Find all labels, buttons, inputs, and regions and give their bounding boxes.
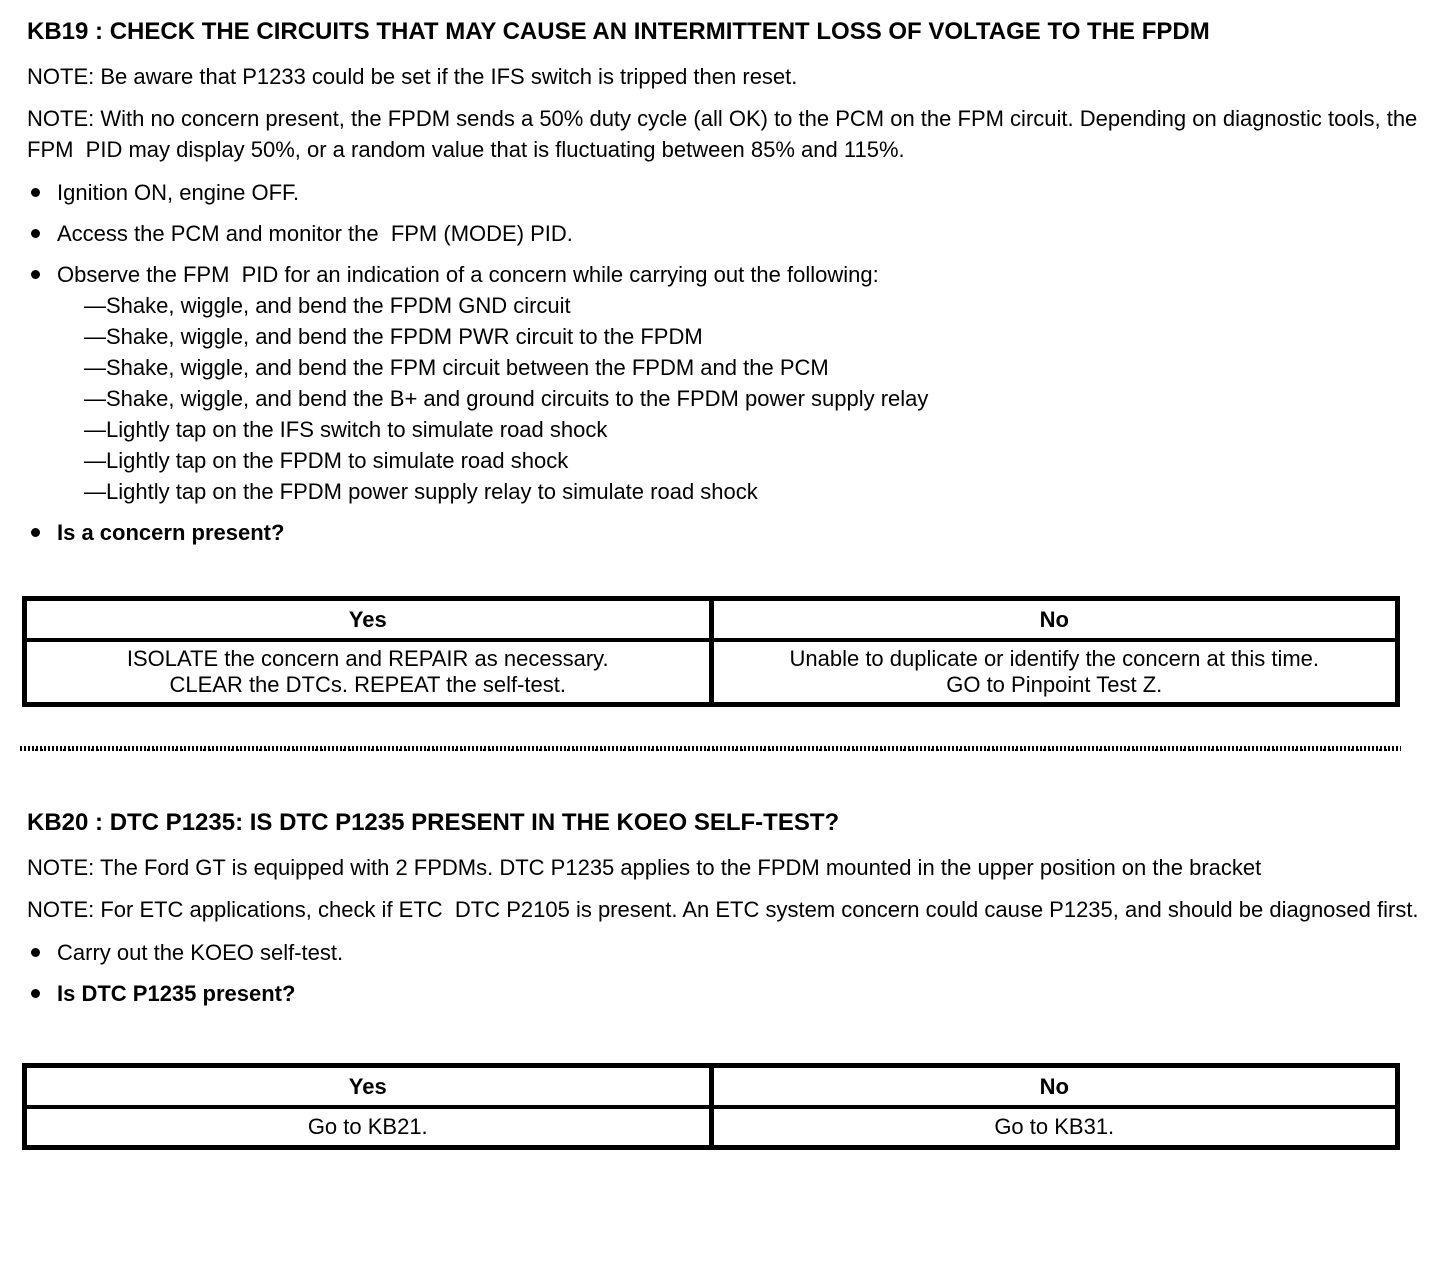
- table-body-row: [25, 1107, 1398, 1148]
- yes-action-line: CLEAR the DTCs. REPEAT the self-test.: [169, 672, 567, 697]
- no-action-line: GO to Pinpoint Test Z.: [946, 672, 1163, 697]
- bullet-item-observe-fpm: [27, 259, 1428, 290]
- yes-action-cell: [25, 1107, 712, 1148]
- kb19-section-heading: KB19 : CHECK THE CIRCUITS THAT MAY CAUSE AN INTERMITTENT LOSS OF VOLTAGE TO THE FPDM: [27, 18, 1210, 45]
- yes-action-cell: [25, 640, 712, 705]
- sub-item-shake-pwr: —Shake, wiggle, and bend the FPDM PWR circuit to the FPDM: [84, 324, 703, 349]
- kb20-section-heading: KB20 : DTC P1235: IS DTC P1235 PRESENT IN THE KOEO SELF-TEST?: [27, 809, 840, 836]
- sub-item-tap-relay: —Lightly tap on the FPDM power supply relay to simulate road shock: [84, 479, 758, 504]
- bullet-item-koeo-test: [27, 937, 1428, 968]
- bullet-text: Carry out the KOEO self-test.: [57, 940, 344, 965]
- bullet-item-question-concern: [27, 517, 1428, 548]
- bullet-item-question-dtc: [27, 978, 1428, 1009]
- table-header-row: [25, 599, 1398, 641]
- bullet-text: Ignition ON, engine OFF.: [57, 180, 300, 205]
- table-body-row: [25, 640, 1398, 705]
- kb19-note-1: NOTE: Be aware that P1233 could be set if the IFS switch is tripped then reset.: [27, 64, 798, 89]
- sub-item-shake-fpm: —Shake, wiggle, and bend the FPM circuit between the FPDM and the PCM: [84, 355, 829, 380]
- section-divider: [20, 746, 1401, 751]
- table-header-row: [25, 1066, 1398, 1108]
- sub-item-shake-b-plus: —Shake, wiggle, and bend the B+ and ground circuits to the FPDM power supply relay: [84, 386, 929, 411]
- yes-column-header: Yes: [25, 599, 712, 641]
- kb20-bullet-list: [27, 937, 1428, 1009]
- yes-column-header: Yes: [25, 1066, 712, 1108]
- kb20-decision-table: [22, 1063, 1400, 1150]
- bullet-icon: [31, 229, 40, 238]
- bullet-item-ignition: [27, 177, 1428, 208]
- bullet-icon: [31, 188, 40, 197]
- kb20-note-1: NOTE: The Ford GT is equipped with 2 FPDMs. DTC P1235 applies to the FPDM mounted in the upper position on the bracket: [27, 855, 1262, 880]
- no-column-header: No: [711, 599, 1398, 641]
- sub-item-tap-fpdm: —Lightly tap on the FPDM to simulate road shock: [84, 448, 569, 473]
- no-action-line: Go to KB31.: [994, 1114, 1115, 1139]
- yes-action-line: ISOLATE the concern and REPAIR as necessary.: [126, 646, 609, 671]
- bullet-icon: [31, 270, 40, 279]
- question-text: Is DTC P1235 present?: [57, 981, 296, 1006]
- bullet-text: Observe the FPM PID for an indication of a concern while carrying out the following:: [57, 262, 879, 287]
- bullet-icon: [31, 989, 40, 998]
- bullet-icon: [31, 528, 40, 537]
- bullet-text: Access the PCM and monitor the FPM (MODE) PID.: [57, 221, 573, 246]
- sub-item-shake-gnd: —Shake, wiggle, and bend the FPDM GND circuit: [84, 293, 571, 318]
- kb19-note-2: NOTE: With no concern present, the FPDM sends a 50% duty cycle (all OK) to the PCM on the FPM circuit. Depending on diagnostic tools, the FPM PID may display 50%, or a random value that is fluctuating between 85% and 115%.: [27, 106, 1424, 162]
- no-column-header: No: [711, 1066, 1398, 1108]
- question-text: Is a concern present?: [57, 520, 285, 545]
- bullet-item-access-pcm: [27, 218, 1428, 249]
- no-action-line: Unable to duplicate or identify the concern at this time.: [789, 646, 1319, 671]
- yes-action-line: Go to KB21.: [307, 1114, 428, 1139]
- kb20-note-2: NOTE: For ETC applications, check if ETC DTC P2105 is present. An ETC system concern could cause P1235, and should be diagnosed first.: [27, 897, 1419, 922]
- kb19-bullet-list: [27, 177, 1428, 548]
- bullet-icon: [31, 948, 40, 957]
- kb19-decision-table: [22, 596, 1400, 707]
- no-action-cell: [711, 640, 1398, 705]
- sub-item-tap-ifs: —Lightly tap on the IFS switch to simulate road shock: [84, 417, 608, 442]
- no-action-cell: [711, 1107, 1398, 1148]
